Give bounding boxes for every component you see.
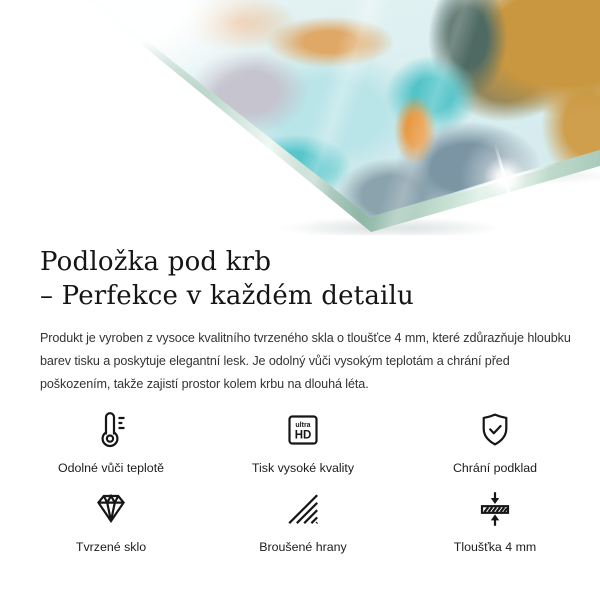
feature-label: Broušené hrany (259, 540, 347, 554)
feature-thickness (399, 489, 591, 554)
title-line-1: Podložka pod krb (40, 247, 272, 277)
beveled-edge-icon (283, 489, 323, 529)
feature-protects-surface (399, 410, 591, 475)
feature-polished-edges (207, 489, 399, 554)
ultra-hd-icon (283, 410, 323, 450)
product-info-section (0, 245, 600, 554)
features-grid (15, 410, 591, 554)
feature-tempered-glass (15, 489, 207, 554)
title-line-2: – Perfekce v každém detailu (40, 281, 414, 311)
thickness-icon (475, 489, 515, 529)
sparkle-glint-icon (450, 123, 560, 233)
product-image (0, 0, 600, 235)
svg-text:HD: HD (294, 429, 312, 442)
thermometer-icon (91, 410, 131, 450)
feature-label: Tisk vysoké kvality (251, 461, 355, 475)
shield-check-icon (475, 410, 515, 450)
feature-label: Tloušťka 4 mm (453, 540, 537, 554)
feature-temperature-resistant (15, 410, 207, 475)
diamond-icon (91, 489, 131, 529)
feature-print-quality (207, 410, 399, 475)
product-description: Produkt je vyroben z vysoce kvalitního tvrzeného skla o tloušťce 4 mm, které zdůrazňuje hloubku barev tisku a poskytuje elegantní lesk. Je odolný vůči vysokým teplotám a chrání před poškozením, takže zajistí prostor kolem krbu na dlouhá léta. (40, 331, 571, 391)
svg-text:ultra: ultra (295, 421, 311, 429)
feature-label: Odolné vůči teplotě (57, 461, 165, 475)
page-title (40, 245, 560, 313)
feature-label: Tvrzené sklo (75, 540, 147, 554)
feature-label: Chrání podklad (452, 461, 538, 475)
